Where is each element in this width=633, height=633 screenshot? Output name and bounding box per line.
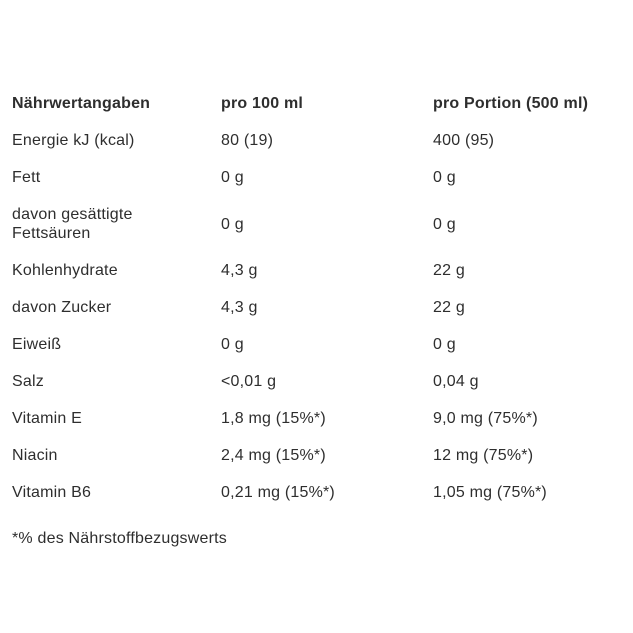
- table-row-niacin: [12, 437, 613, 474]
- value-per-100ml: 4,3 g: [221, 262, 258, 279]
- table-header-row: [12, 85, 613, 122]
- table-row-vitamin-b6: [12, 474, 613, 511]
- table-row-vitamin-e: [12, 400, 613, 437]
- footnote: *% des Nährstoffbezugswerts: [12, 530, 227, 547]
- nutrient-label: Energie kJ (kcal): [12, 132, 135, 149]
- table-row-gesaettigte-fettsaeuren: [12, 196, 613, 252]
- value-per-portion: 0 g: [433, 215, 456, 233]
- value-per-100ml: 0 g: [221, 169, 244, 186]
- nutrient-label: Fett: [12, 169, 41, 186]
- value-per-portion: 9,0 mg (75%*): [433, 410, 538, 427]
- value-per-portion: 0 g: [433, 336, 456, 353]
- table-row-salz: [12, 363, 613, 400]
- value-per-100ml: 80 (19): [221, 132, 274, 149]
- header-per-portion-column: pro Portion (500 ml): [433, 95, 589, 112]
- nutrient-label: Eiweiß: [12, 336, 62, 353]
- nutrient-label: Salz: [12, 373, 44, 390]
- nutrient-label: davon gesättigte Fettsäuren: [12, 206, 133, 242]
- value-per-100ml: 1,8 mg (15%*): [221, 410, 326, 427]
- value-per-100ml: 4,3 g: [221, 299, 258, 316]
- value-per-100ml: 2,4 mg (15%*): [221, 447, 326, 464]
- value-per-portion: 400 (95): [433, 132, 495, 149]
- table-row-kohlenhydrate: [12, 252, 613, 289]
- nutrient-label: Kohlenhydrate: [12, 262, 118, 279]
- value-per-100ml: 0 g: [221, 336, 244, 353]
- nutrient-label: Niacin: [12, 447, 58, 464]
- value-per-100ml: <0,01 g: [221, 373, 277, 390]
- header-nutrient-column: Nährwertangaben: [12, 95, 151, 112]
- nutrient-label: davon Zucker: [12, 299, 112, 316]
- header-per-100ml-column: pro 100 ml: [221, 95, 304, 112]
- value-per-portion: 22 g: [433, 262, 465, 279]
- nutrient-label: Vitamin E: [12, 410, 82, 427]
- table-row-eiweiss: [12, 326, 613, 363]
- table-row-zucker: [12, 289, 613, 326]
- value-per-portion: 22 g: [433, 299, 465, 316]
- table-row-energie: [12, 122, 613, 159]
- value-per-portion: 0 g: [433, 169, 456, 186]
- table-row-fett: [12, 159, 613, 196]
- value-per-portion: 1,05 mg (75%*): [433, 484, 547, 501]
- value-per-100ml: 0 g: [221, 215, 244, 233]
- value-per-100ml: 0,21 mg (15%*): [221, 484, 335, 501]
- value-per-portion: 12 mg (75%*): [433, 447, 534, 464]
- nutrient-label: Vitamin B6: [12, 484, 92, 501]
- value-per-portion: 0,04 g: [433, 373, 479, 390]
